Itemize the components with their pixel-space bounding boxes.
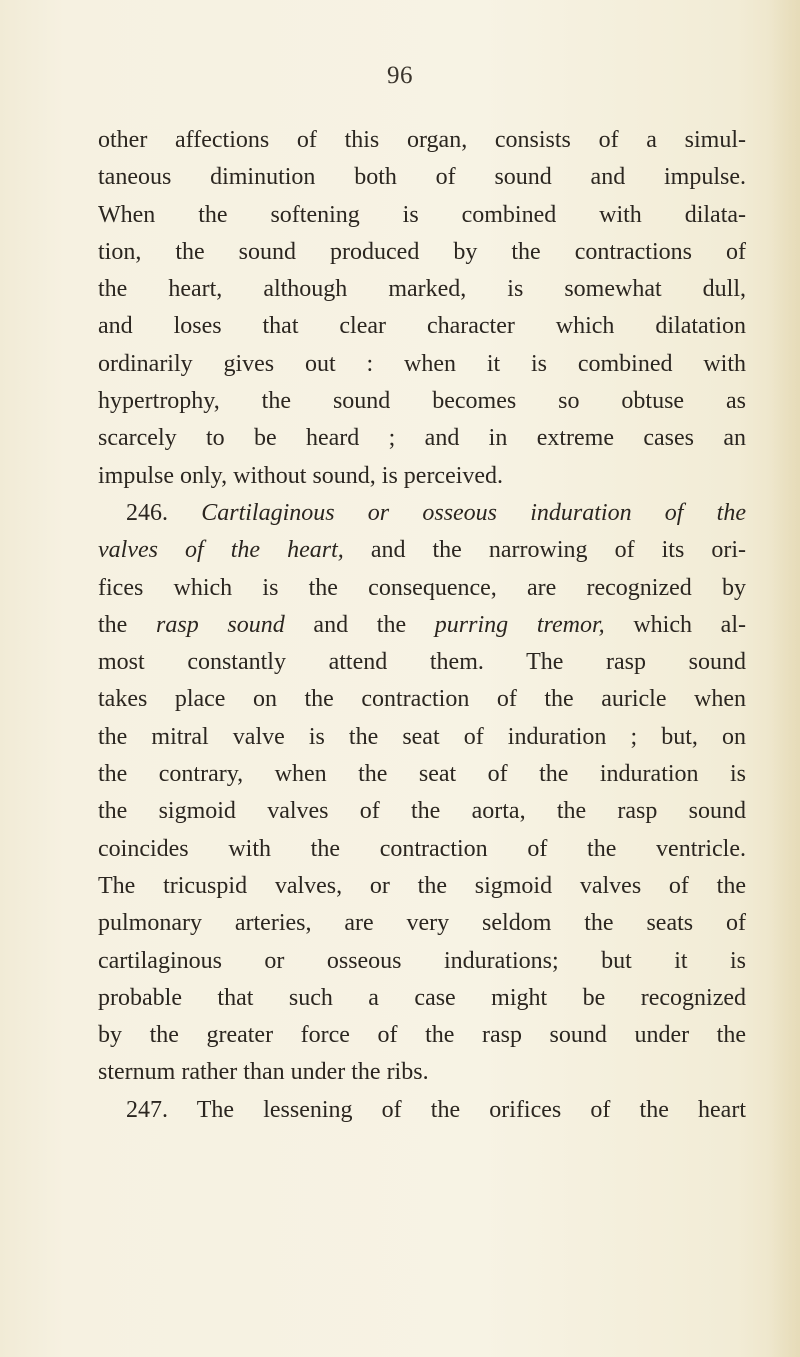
- text-span: and the narrowing of its ori-: [343, 537, 746, 564]
- text-line: the sigmoid valves of the aorta, the rasp sound: [98, 798, 746, 825]
- page-edge-shading: [770, 0, 800, 1357]
- text-line: The tricuspid valves, or the sigmoid valves of the: [98, 872, 746, 899]
- text-line: the contrary, when the seat of the induration is: [98, 761, 746, 788]
- italic-text: valves of the heart,: [98, 537, 344, 564]
- text-line: and loses that clear character which dilatation: [98, 313, 746, 340]
- text-line: [98, 532, 746, 569]
- text-line: by the greater force of the rasp sound under the: [98, 1022, 746, 1049]
- page-number: 96: [387, 62, 413, 89]
- text-line: 247. The lessening of the orifices of the heart: [126, 1096, 746, 1123]
- text-line: coincides with the contraction of the ventricle.: [98, 835, 746, 862]
- text-line: impulse only, without sound, is perceived.: [98, 462, 504, 489]
- text-line: tion, the sound produced by the contractions of: [98, 238, 746, 265]
- text-line: [98, 607, 746, 644]
- text-line: [98, 495, 746, 532]
- text-line: the mitral valve is the seat of induration ; but, on: [98, 723, 746, 750]
- body-text: [98, 122, 746, 1129]
- text-line: taneous diminution both of sound and impulse.: [98, 164, 746, 191]
- text-line: When the softening is combined with dilata-: [98, 201, 746, 228]
- italic-text: rasp sound: [156, 611, 285, 638]
- text-line: ordinarily gives out : when it is combined with: [98, 350, 746, 377]
- italic-text: Cartilaginous or osseous induration of the: [201, 499, 746, 526]
- text-span: the: [98, 611, 157, 638]
- text-line: pulmonary arteries, are very seldom the seats of: [98, 910, 746, 937]
- text-line: sternum rather than under the ribs.: [98, 1059, 429, 1086]
- text-line: hypertrophy, the sound becomes so obtuse as: [98, 388, 746, 415]
- text-line: most constantly attend them. The rasp sound: [98, 649, 746, 676]
- text-line: takes place on the contraction of the auricle when: [98, 686, 746, 713]
- text-span: 246.: [126, 499, 202, 526]
- text-line: probable that such a case might be recognized: [98, 984, 746, 1011]
- text-span: which al-: [604, 611, 746, 638]
- text-line: fices which is the consequence, are recognized by: [98, 574, 746, 601]
- text-line: cartilaginous or osseous indurations; but it is: [98, 947, 746, 974]
- italic-text: purring tremor,: [434, 611, 605, 638]
- text-line: other affections of this organ, consists of a simul-: [98, 127, 746, 153]
- text-line: scarcely to be heard ; and in extreme cases an: [98, 425, 746, 452]
- text-line: the heart, although marked, is somewhat dull,: [98, 276, 746, 303]
- text-span: and the: [284, 611, 435, 638]
